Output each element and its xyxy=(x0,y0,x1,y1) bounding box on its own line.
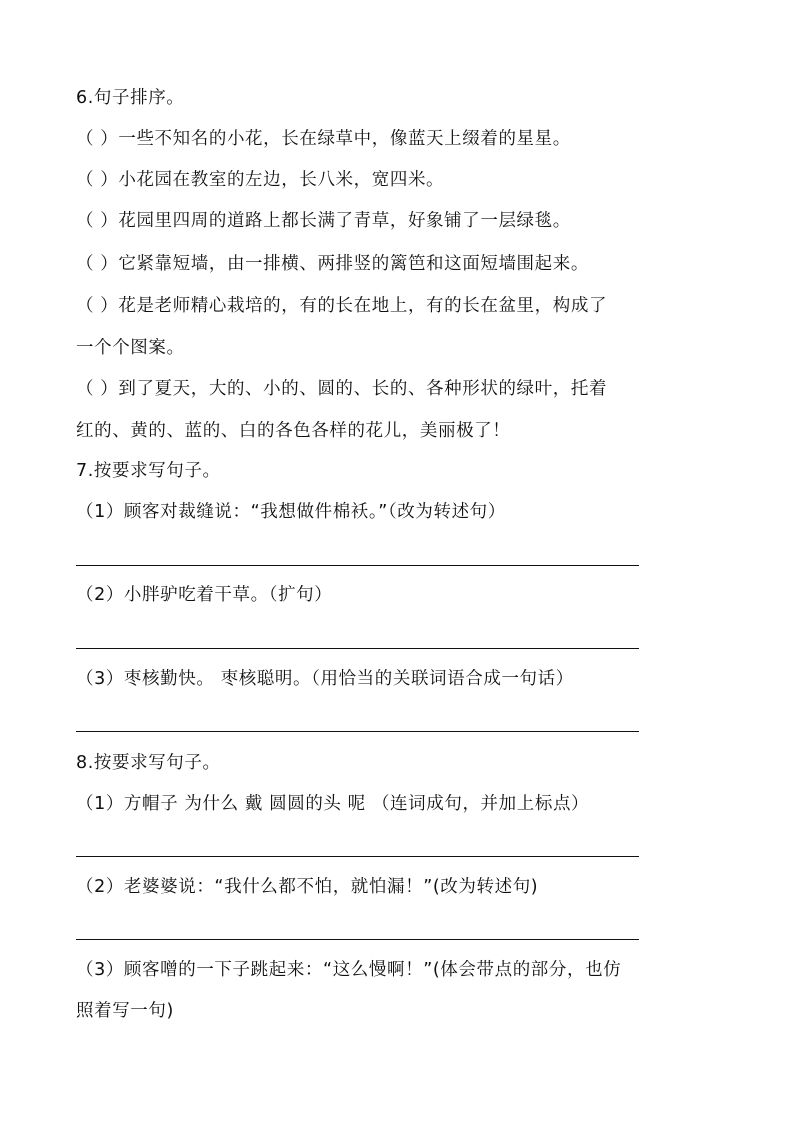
section6-item-3: （ ）花园里四周的道路上都长满了青草，好象铺了一层绿毯。 xyxy=(76,211,571,231)
section8-question-2: （2）老婆婆说：“我什么都不怕，就怕漏！”(改为转述句) xyxy=(76,877,539,897)
section6-item-2: （ ）小花园在教室的左边，长八米，宽四米。 xyxy=(76,170,445,190)
section6-item-6-cont: 红的、黄的、蓝的、白的各色各样的花儿，美丽极了！ xyxy=(76,421,511,441)
section8-question-1: （1）方帽子 为什么 戴 圆圆的头 呢 （连词成句，并加上标点） xyxy=(76,794,590,814)
section7-question-1: （1）顾客对裁缝说：“我想做件棉袄。”（改为转述句） xyxy=(76,502,506,522)
section6-item-5-cont: 一个个图案。 xyxy=(76,338,185,358)
section8-question-3: （3）顾客噌的一下子跳起来：“这么慢啊！”(体会带点的部分，也仿 xyxy=(76,960,622,980)
section6-item-6: （ ）到了夏天，大的、小的、圆的、长的、各种形状的绿叶，托着 xyxy=(76,379,608,399)
section7-answer-line-3[interactable] xyxy=(76,731,639,732)
section6-title: 6.句子排序。 xyxy=(76,88,185,108)
section8-answer-line-2[interactable] xyxy=(76,939,639,940)
section6-item-5: （ ）花是老师精心栽培的，有的长在地上，有的长在盆里，构成了 xyxy=(76,296,608,316)
section8-title: 8.按要求写句子。 xyxy=(76,753,221,773)
section7-question-2: （2）小胖驴吃着干草。（扩句） xyxy=(76,585,333,605)
section7-answer-line-2[interactable] xyxy=(76,648,639,649)
section8-answer-line-1[interactable] xyxy=(76,856,639,857)
section8-question-3-cont: 照着写一句) xyxy=(76,1001,174,1021)
section6-item-1: （ ）一些不知名的小花，长在绿草中，像蓝天上缀着的星星。 xyxy=(76,129,571,149)
section7-answer-line-1[interactable] xyxy=(76,565,639,566)
section7-question-3: （3）枣核勤快。 枣核聪明。（用恰当的关联词语合成一句话） xyxy=(76,669,574,689)
section7-title: 7.按要求写句子。 xyxy=(76,461,221,481)
section6-item-4: （ ）它紧靠短墙，由一排横、两排竖的篱笆和这面短墙围起来。 xyxy=(76,254,589,274)
